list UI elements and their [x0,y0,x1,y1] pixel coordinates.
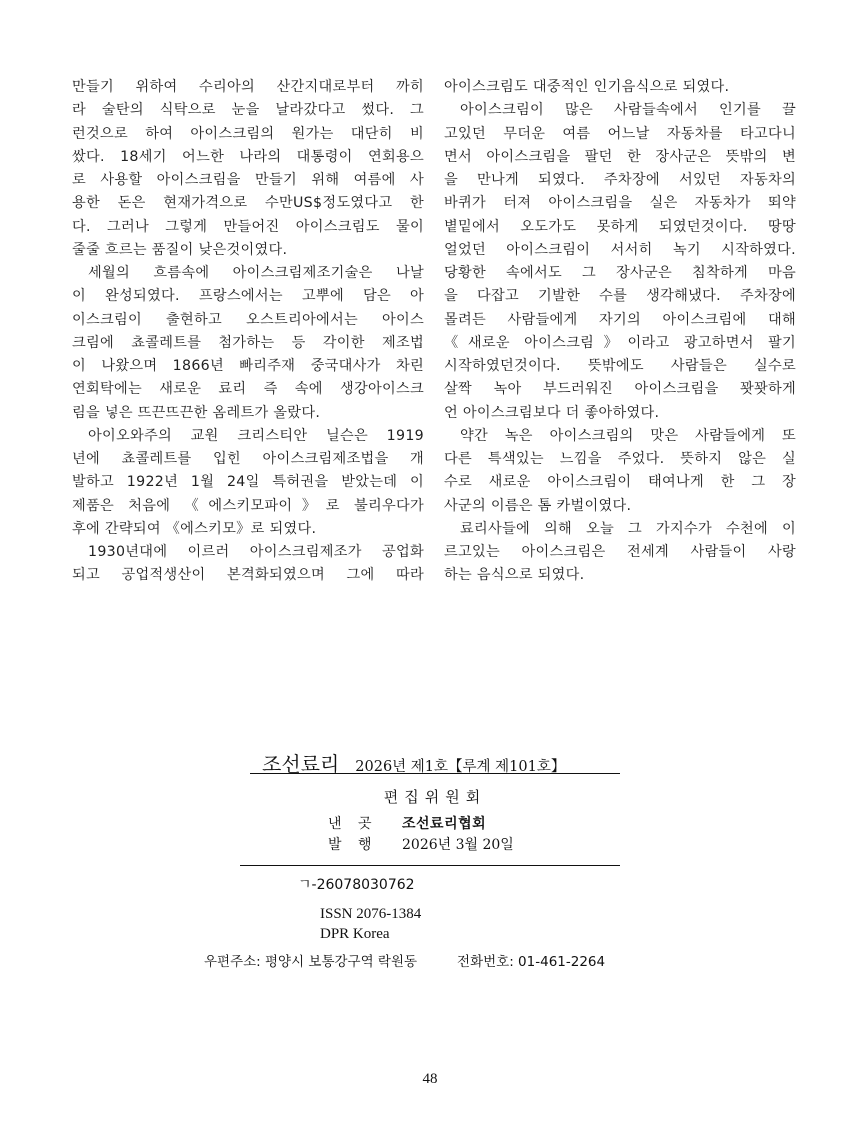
text-line: 만들기 위하여 수리아의 산간지대로부터 까히 [72,79,424,95]
text-line: 이스크림이 출현하고 오스트리아에서는 아이스 [72,311,424,328]
text-line: 로 사용할 아이스크림을 만들기 위해 여름에 사 [72,172,424,188]
text-line: 라 술탄의 식탁으로 눈을 날라갔다고 썼다. 그 [72,102,424,119]
text-line: 년에 쵸콜레트를 입힌 아이스크림제조법을 개 [72,451,424,467]
contact-row [204,950,605,970]
publish-date-label: 발 행 [328,837,378,853]
issn-block [320,904,421,944]
issn: ISSN 2076-1384 [320,906,422,922]
text-line: 살짝 녹아 부드러워진 아이스크림을 꽛꽛하게 [444,381,796,398]
text-line: 사군의 이름은 톰 카벌이였다. [444,497,632,514]
text-line: 하는 음식으로 되였다. [444,567,585,584]
text-line: 시작하였던것이다. 뜻밖에도 사람들은 실수로 [444,358,796,374]
text-line: 아이스크림도 대중적인 인기음식으로 되였다. [444,79,730,95]
text-line: 얼었던 아이스크림이 서서히 녹기 시작하였다. [444,241,796,258]
text-line: 다. 그러나 그렇게 만들어진 아이스크림도 물이 [72,218,424,235]
text-line: 줄줄 흐르는 품질이 낮은것이였다. [72,241,288,258]
text-line: 을 다잡고 기발한 수를 생각해냈다. 주차장에 [444,288,796,305]
postal-address: 우편주소: 평양시 보통강구역 락원동 [204,954,418,970]
text-line: 되고 공업적생산이 본격화되였으며 그에 따라 [72,567,424,584]
publisher-row [328,813,486,833]
phone-number: 전화번호: 01-461-2264 [457,954,606,970]
text-line: 크림에 쵸콜레트를 첨가하는 등 각이한 제조법 [72,334,424,351]
text-line: 언 아이스크림보다 더 좋아하였다. [444,404,660,421]
text-line: 몰려든 사람들에게 자기의 아이스크림에 대해 [444,311,796,328]
article-body [72,76,796,588]
text-line: 《새로운 아이스크림》이라고 광고하면서 팔기 [444,334,796,351]
text-line: 아이오와주의 교원 크리스티안 닐슨은 1919 [88,427,424,444]
country: DPR Korea [320,926,390,942]
text-line: 을 만나게 되였다. 주차장에 서있던 자동차의 [444,172,796,188]
text-line: 면서 아이스크림을 팔던 한 장사군은 뜻밖의 변 [444,148,796,165]
text-line: 아이스크림이 많은 사람들속에서 인기를 끌 [460,102,796,119]
editorial-committee: 편집위원회 [383,788,487,806]
text-line: 연회탁에는 새로운 료리 즉 속에 생강아이스크 [72,381,424,398]
text-line: 세월의 흐름속에 아이스크림제조기술은 나날 [88,265,424,281]
article-column-right [444,76,796,588]
text-line: 제품은 처음에 《에스키모파이》로 불리우다가 [72,497,424,514]
text-line: 약간 녹은 아이스크림의 맛은 사람들에게 또 [460,427,796,444]
text-line: 림을 넣은 뜨끈뜨끈한 옴레트가 올랐다. [72,404,321,421]
text-line: 후에 간략되여 《에스키모》로 되였다. [72,520,317,537]
text-line: 수로 새로운 아이스크림이 태여나게 한 그 장 [444,474,796,491]
text-line: 볕밑에서 오도가도 못하게 되였던것이다. 땅땅 [444,218,796,235]
text-line: 이 완성되였다. 프랑스에서는 고뿌에 담은 아 [72,288,424,305]
page-number: 48 [422,1071,438,1087]
magazine-title: 조선료리 [262,752,340,776]
catalog-number: ㄱ-26078030762 [298,877,415,893]
text-line: 바퀴가 터져 아이스크림을 실은 자동차가 뙤약 [444,195,796,212]
text-line: 쌌다. 18세기 어느한 나라의 대통령이 연회용으 [72,148,424,165]
text-line: 발하고 1922년 1월 24일 특허권을 받았는데 이 [72,474,424,491]
text-line: 1930년대에 이르러 아이스크림제조가 공업화 [88,544,424,560]
text-line: 다른 특색있는 느낌을 주었다. 뜻하지 않은 실 [444,451,796,467]
article-column-left [72,76,424,588]
text-line: 용한 돈은 현재가격으로 수만US$정도였다고 한 [72,195,424,212]
publisher-label: 낸 곳 [328,816,378,832]
text-line: 고있던 무더운 여름 어느날 자동차를 타고다니 [444,125,796,142]
text-line: 당황한 속에서도 그 장사군은 침착하게 마음 [444,265,796,281]
text-line: 료리사들에 의해 오늘 그 가지수가 수천에 이 [460,520,796,537]
text-line: 르고있는 아이스크림은 전세계 사람들이 사랑 [444,544,796,560]
divider-bottom [240,865,620,866]
publisher-value: 조선료리협회 [402,816,487,832]
divider-top [250,773,620,774]
text-line: 이 나왔으며 1866년 빠리주재 중국대사가 차린 [72,358,424,374]
issue-number: 2026년 제1호【루계 제101호】 [355,759,566,775]
text-line: 런것으로 하여 아이스크림의 원가는 대단히 비 [72,125,424,142]
publish-date-value: 2026년 3월 20일 [402,837,514,853]
publish-date-row [328,834,514,854]
